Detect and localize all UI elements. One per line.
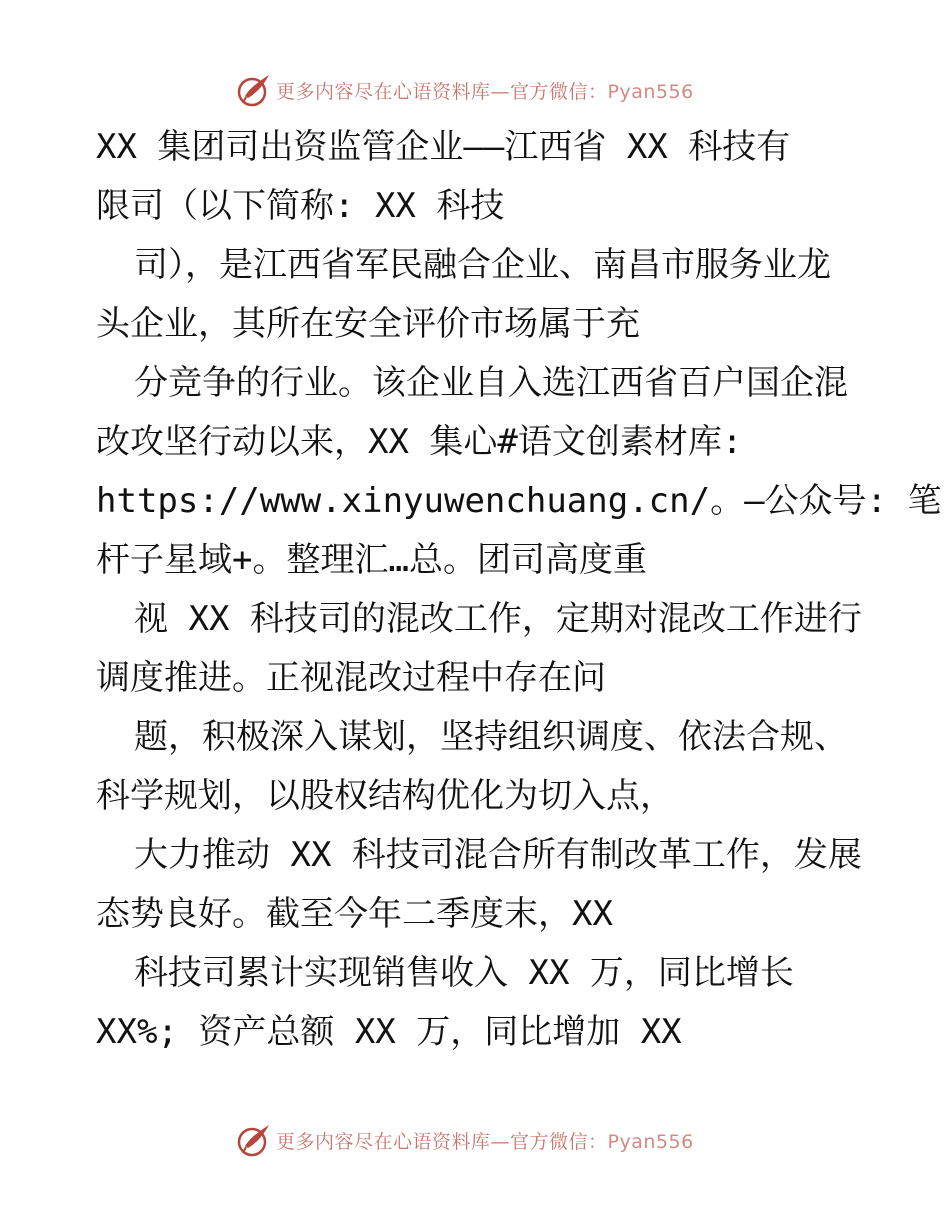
header-watermark [236,70,694,110]
watermark-text [276,77,694,104]
text-line: 分竞争的行业。该企业自入选江西省百户国企混 [134,363,848,403]
text-line: 限司（以下简称: XX 科技 [96,186,505,226]
text-line: 司），是江西省军民融合企业、南昌市服务业龙 [134,245,831,285]
watermark-text [276,1127,694,1154]
text-line: 题，积极深入谋划，坚持组织调度、依法合规、 [134,717,848,757]
text-line: 科学规划，以股权结构优化为切入点， [96,776,674,816]
watermark-wechat-id: Pyan556 [607,1130,694,1153]
quill-logo-icon [236,72,272,108]
text-line: 调度推进。正视混改过程中存在问 [96,658,606,698]
quill-logo-icon [236,1122,272,1158]
text-line: 视 XX 科技司的混改工作，定期对混改工作进行 [134,599,862,639]
watermark-label: 更多内容尽在心语资料库—官方微信： [276,80,608,103]
text-line: 改攻坚行动以来，XX 集心#语文创素材库: [96,422,743,462]
text-line: 态势良好。截至今年二季度末，XX [96,894,613,934]
text-line: XX%; 资产总额 XX 万，同比增加 XX [96,1012,682,1052]
text-line: https://www.xinyuwenchuang.cn/。—公众号: 笔 [96,481,942,521]
watermark-wechat-id: Pyan556 [607,80,694,103]
text-line: 大力推动 XX 科技司混合所有制改革工作，发展 [134,835,862,875]
footer-watermark [236,1120,694,1160]
text-line: 杆子星域+。整理汇…总。团司高度重 [96,540,647,580]
watermark-label: 更多内容尽在心语资料库—官方微信： [276,1130,608,1153]
text-line: 头企业，其所在安全评价市场属于充 [96,304,640,344]
text-line: 科技司累计实现销售收入 XX 万，同比增长 [134,953,794,993]
document-body [96,118,942,1062]
text-line: XX 集团司出资监管企业——江西省 XX 科技有 [96,127,791,167]
